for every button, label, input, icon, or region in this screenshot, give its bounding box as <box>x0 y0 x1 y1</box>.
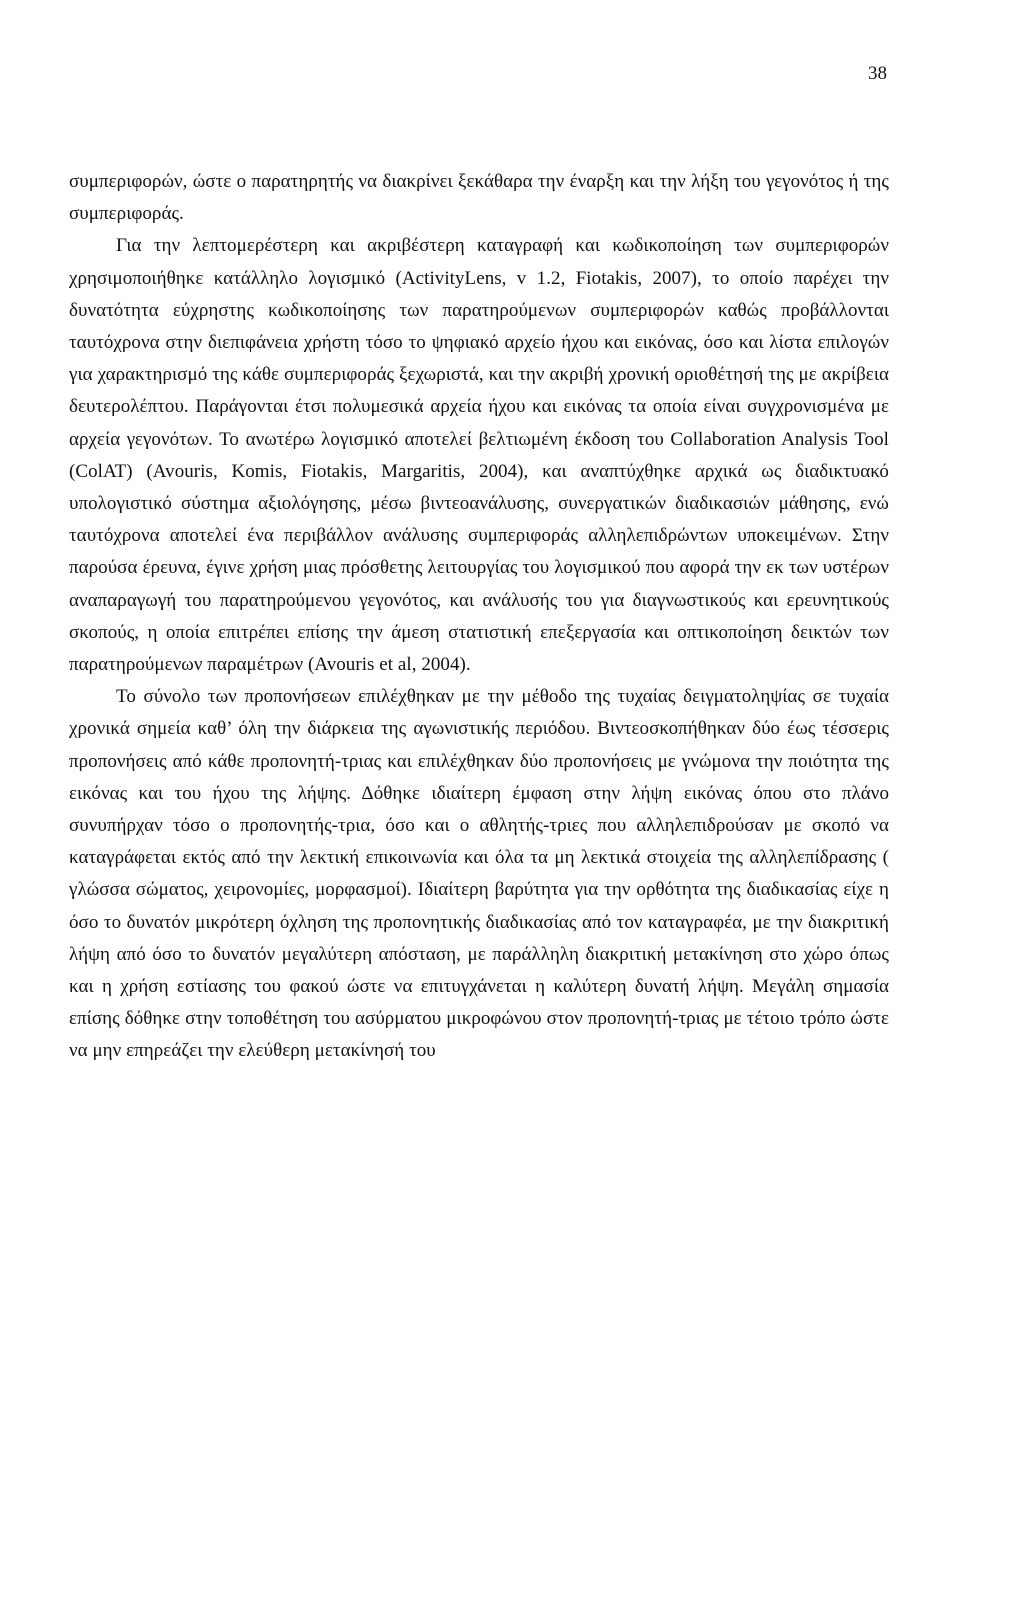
paragraph-continuation: συμπεριφορών, ώστε ο παρατηρητής να διακρίνει ξεκάθαρα την έναρξη και την λήξη του γεγονότος ή της συμπεριφοράς. <box>69 171 889 225</box>
document-body <box>69 166 889 1068</box>
paragraph-software: Για την λεπτομερέστερη και ακριβέστερη καταγραφή και κωδικοποίηση των συμπεριφορών χρησιμοποιήθηκε κατάλληλο λογισμικό (ActivityLens, v 1.2, Fiotakis, 2007), το οποίο παρέχει την δυνατότητα εύχρηστης κωδικοποίησης των παρατηρούμενων συμπεριφορών καθώς προβάλλονται ταυτόχρονα στην διεπιφάνεια χρήστη τόσο το ψηφιακό αρχείο ήχου και εικόνας, όσο και λίστα επιλογών για χαρακτηρισμό της κάθε συμπεριφοράς ξεχωριστά, και την ακριβή χρονική οριοθέτησή της με ακρίβεια δευτερολέπτου. Παράγονται έτσι πολυμεσικά αρχεία ήχου και εικόνας τα οποία είναι συγχρονισμένα με αρχεία γεγονότων. Το ανωτέρω λογισμικό αποτελεί βελτιωμένη έκδοση του Collaboration Analysis Tool (ColAT) (Avouris, Komis, Fiotakis, Margaritis, 2004), και αναπτύχθηκε αρχικά ως διαδικτυακό υπολογιστικό σύστημα αξιολόγησης, μέσω βιντεοανάλυσης, συνεργατικών διαδικασιών μάθησης, ενώ ταυτόχρονα αποτελεί ένα περιβάλλον ανάλυσης συμπεριφοράς αλληλεπιδρώντων υποκειμένων. Στην παρούσα έρευνα, έγινε χρήση μιας πρόσθετης λειτουργίας του λογισμικού που αφορά την εκ των υστέρων αναπαραγωγή του παρατηρούμενου γεγονότος, και ανάλυσής του για διαγνωστικούς και ερευνητικούς σκοπούς, η οποία επιτρέπει επίσης την άμεση στατιστική επεξεργασία και οπτικοποίηση δεικτών των παρατηρούμενων παραμέτρων (Avouris et al, 2004). <box>69 235 889 676</box>
page-number: 38 <box>868 63 887 84</box>
paragraph-sampling: Το σύνολο των προπονήσεων επιλέχθηκαν με την μέθοδο της τυχαίας δειγματοληψίας σε τυχαία χρονικά σημεία καθ’ όλη την διάρκεια της αγωνιστικής περιόδου. Βιντεοσκοπήθηκαν δύο έως τέσσερις προπονήσεις από κάθε προπονητή-τριας και επιλέχθηκαν δύο προπονήσεις με γνώμονα την ποιότητα της εικόνας και του ήχου της λήψης. Δόθηκε ιδιαίτερη έμφαση στην λήψη εικόνας όπου στο πλάνο συνυπήρχαν τόσο ο προπονητής-τρια, όσο και ο αθλητής-τριες που αλληλεπιδρούσαν με σκοπό να καταγράφεται εκτός από την λεκτική επικοινωνία και όλα τα μη λεκτικά στοιχεία της αλληλεπίδρασης ( γλώσσα σώματος, χειρονομίες, μορφασμοί). Ιδιαίτερη βαρύτητα για την ορθότητα της διαδικασίας είχε η όσο το δυνατόν μικρότερη όχληση της προπονητικής διαδικασίας από τον καταγραφέα, με την διακριτική λήψη από όσο το δυνατόν μεγαλύτερη απόσταση, με παράλληλη διακριτική μετακίνηση στο χώρο όπως και η χρήση εστίασης του φακού ώστε να επιτυγχάνεται η καλύτερη δυνατή λήψη. Μεγάλη σημασία επίσης δόθηκε στην τοποθέτηση του ασύρματου μικροφώνου στον προπονητή-τριας με τέτοιο τρόπο ώστε να μην επηρεάζει την ελεύθερη μετακίνησή του <box>69 686 889 1062</box>
